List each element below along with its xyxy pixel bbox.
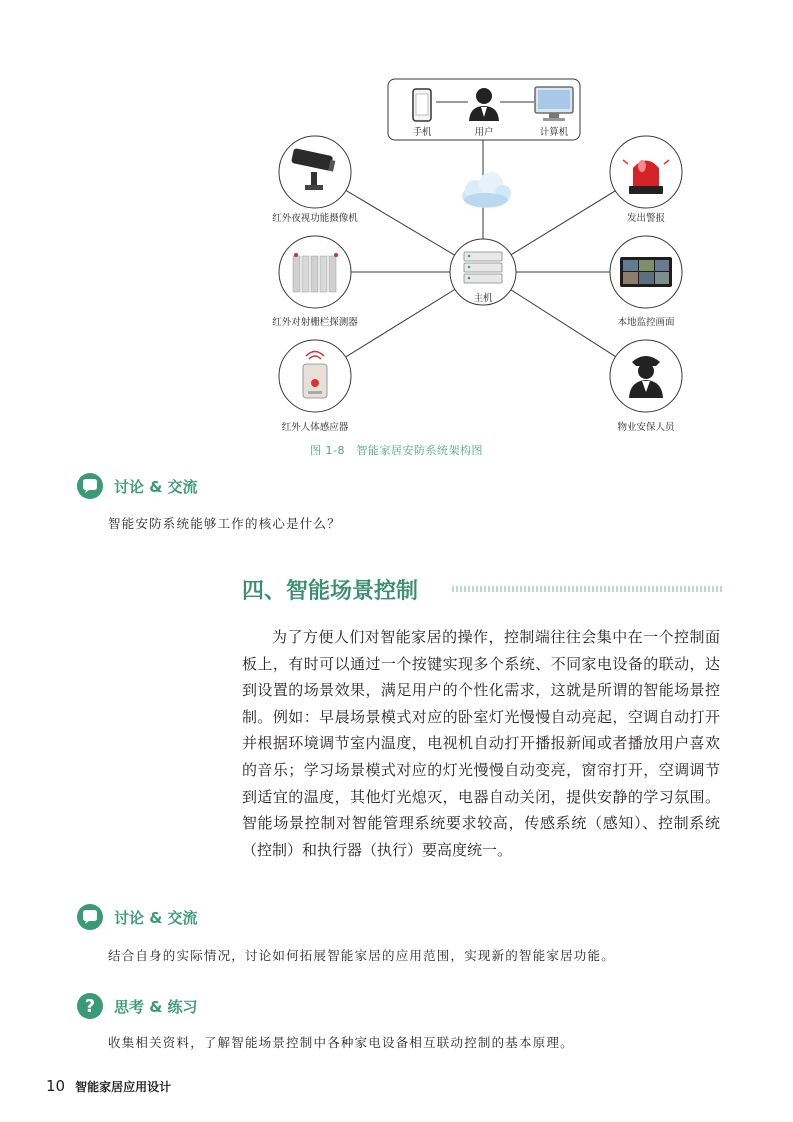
discuss-heading-2	[76, 903, 198, 931]
discuss-heading-text-1: 讨论 & 交流	[114, 477, 198, 496]
section-title-rule	[452, 586, 722, 592]
think-heading-text: 思考 & 练习	[114, 997, 198, 1016]
guard-node	[610, 340, 682, 412]
speech-bubble-icon	[76, 472, 104, 500]
grating-detector-icon	[293, 253, 338, 292]
question-mark-icon	[76, 992, 104, 1020]
think-body: 收集相关资料，了解智能场景控制中各种家电设备相互联动控制的基本原理。	[108, 1035, 574, 1050]
node-label-guard: 物业安保人员	[617, 422, 675, 433]
node-label-computer: 计算机	[539, 127, 569, 138]
node-label-monitor: 本地监控画面	[617, 317, 675, 328]
surveillance-monitor-icon	[620, 257, 672, 287]
node-label-host: 主机	[473, 293, 493, 304]
think-heading	[76, 992, 198, 1020]
camera-node	[279, 136, 351, 208]
figure-caption: 图 1-8 智能家居安防系统架构图	[310, 444, 483, 457]
section-title: 四、智能场景控制	[242, 579, 419, 604]
pir-node	[279, 340, 351, 412]
section-paragraph: 为了方便人们对智能家居的操作，控制端往往会集中在一个控制面板上，有时可以通过一个按键实现多个系统、不同家电设备的联动，达到设置的场景效果，满足用户的个性化需求，这就是所谓的智能场景控制。例如：早晨场景模式对应的卧室灯光慢慢自动亮起，空调自动打开并根据环境调节室内温度，电视机自动打开播报新闻或者播放用户喜欢的音乐；学习场景模式对应的灯光慢慢自动变亮，窗帘打开，空调调节到适宜的温度，其他灯光熄灭，电器自动关闭，提供安静的学习氛围。智能场景控制对智能管理系统要求较高，传感系统（感知）、控制系统（控制）和执行器（执行）要高度统一。	[242, 628, 720, 859]
grating-node	[279, 236, 351, 308]
svg-text:?: ?	[84, 996, 96, 1017]
security-architecture-diagram	[0, 0, 793, 470]
discuss-heading-1	[76, 472, 198, 500]
discuss-heading-text-2: 讨论 & 交流	[114, 908, 198, 927]
book-title: 智能家居应用设计	[75, 1080, 172, 1094]
page-footer	[46, 1077, 171, 1095]
node-label-pir: 红外人体感应器	[281, 422, 349, 433]
discuss-body-2: 结合自身的实际情况，讨论如何拓展智能家居的应用范围，实现新的智能家居功能。	[108, 948, 615, 963]
cloud-icon	[462, 172, 511, 208]
phone-icon	[413, 89, 431, 121]
node-label-grating: 红外对射栅栏探测器	[272, 317, 358, 328]
node-label-camera: 红外夜视功能摄像机	[272, 213, 358, 224]
monitor-node	[610, 236, 682, 308]
node-label-phone: 手机	[412, 127, 432, 138]
discuss-body-1: 智能安防系统能够工作的核心是什么？	[108, 516, 341, 531]
page-number: 10	[46, 1077, 66, 1095]
node-label-alarm: 发出警报	[626, 213, 666, 224]
alarm-node	[610, 136, 682, 208]
node-label-user: 用户	[474, 127, 494, 138]
speech-bubble-icon	[76, 903, 104, 931]
